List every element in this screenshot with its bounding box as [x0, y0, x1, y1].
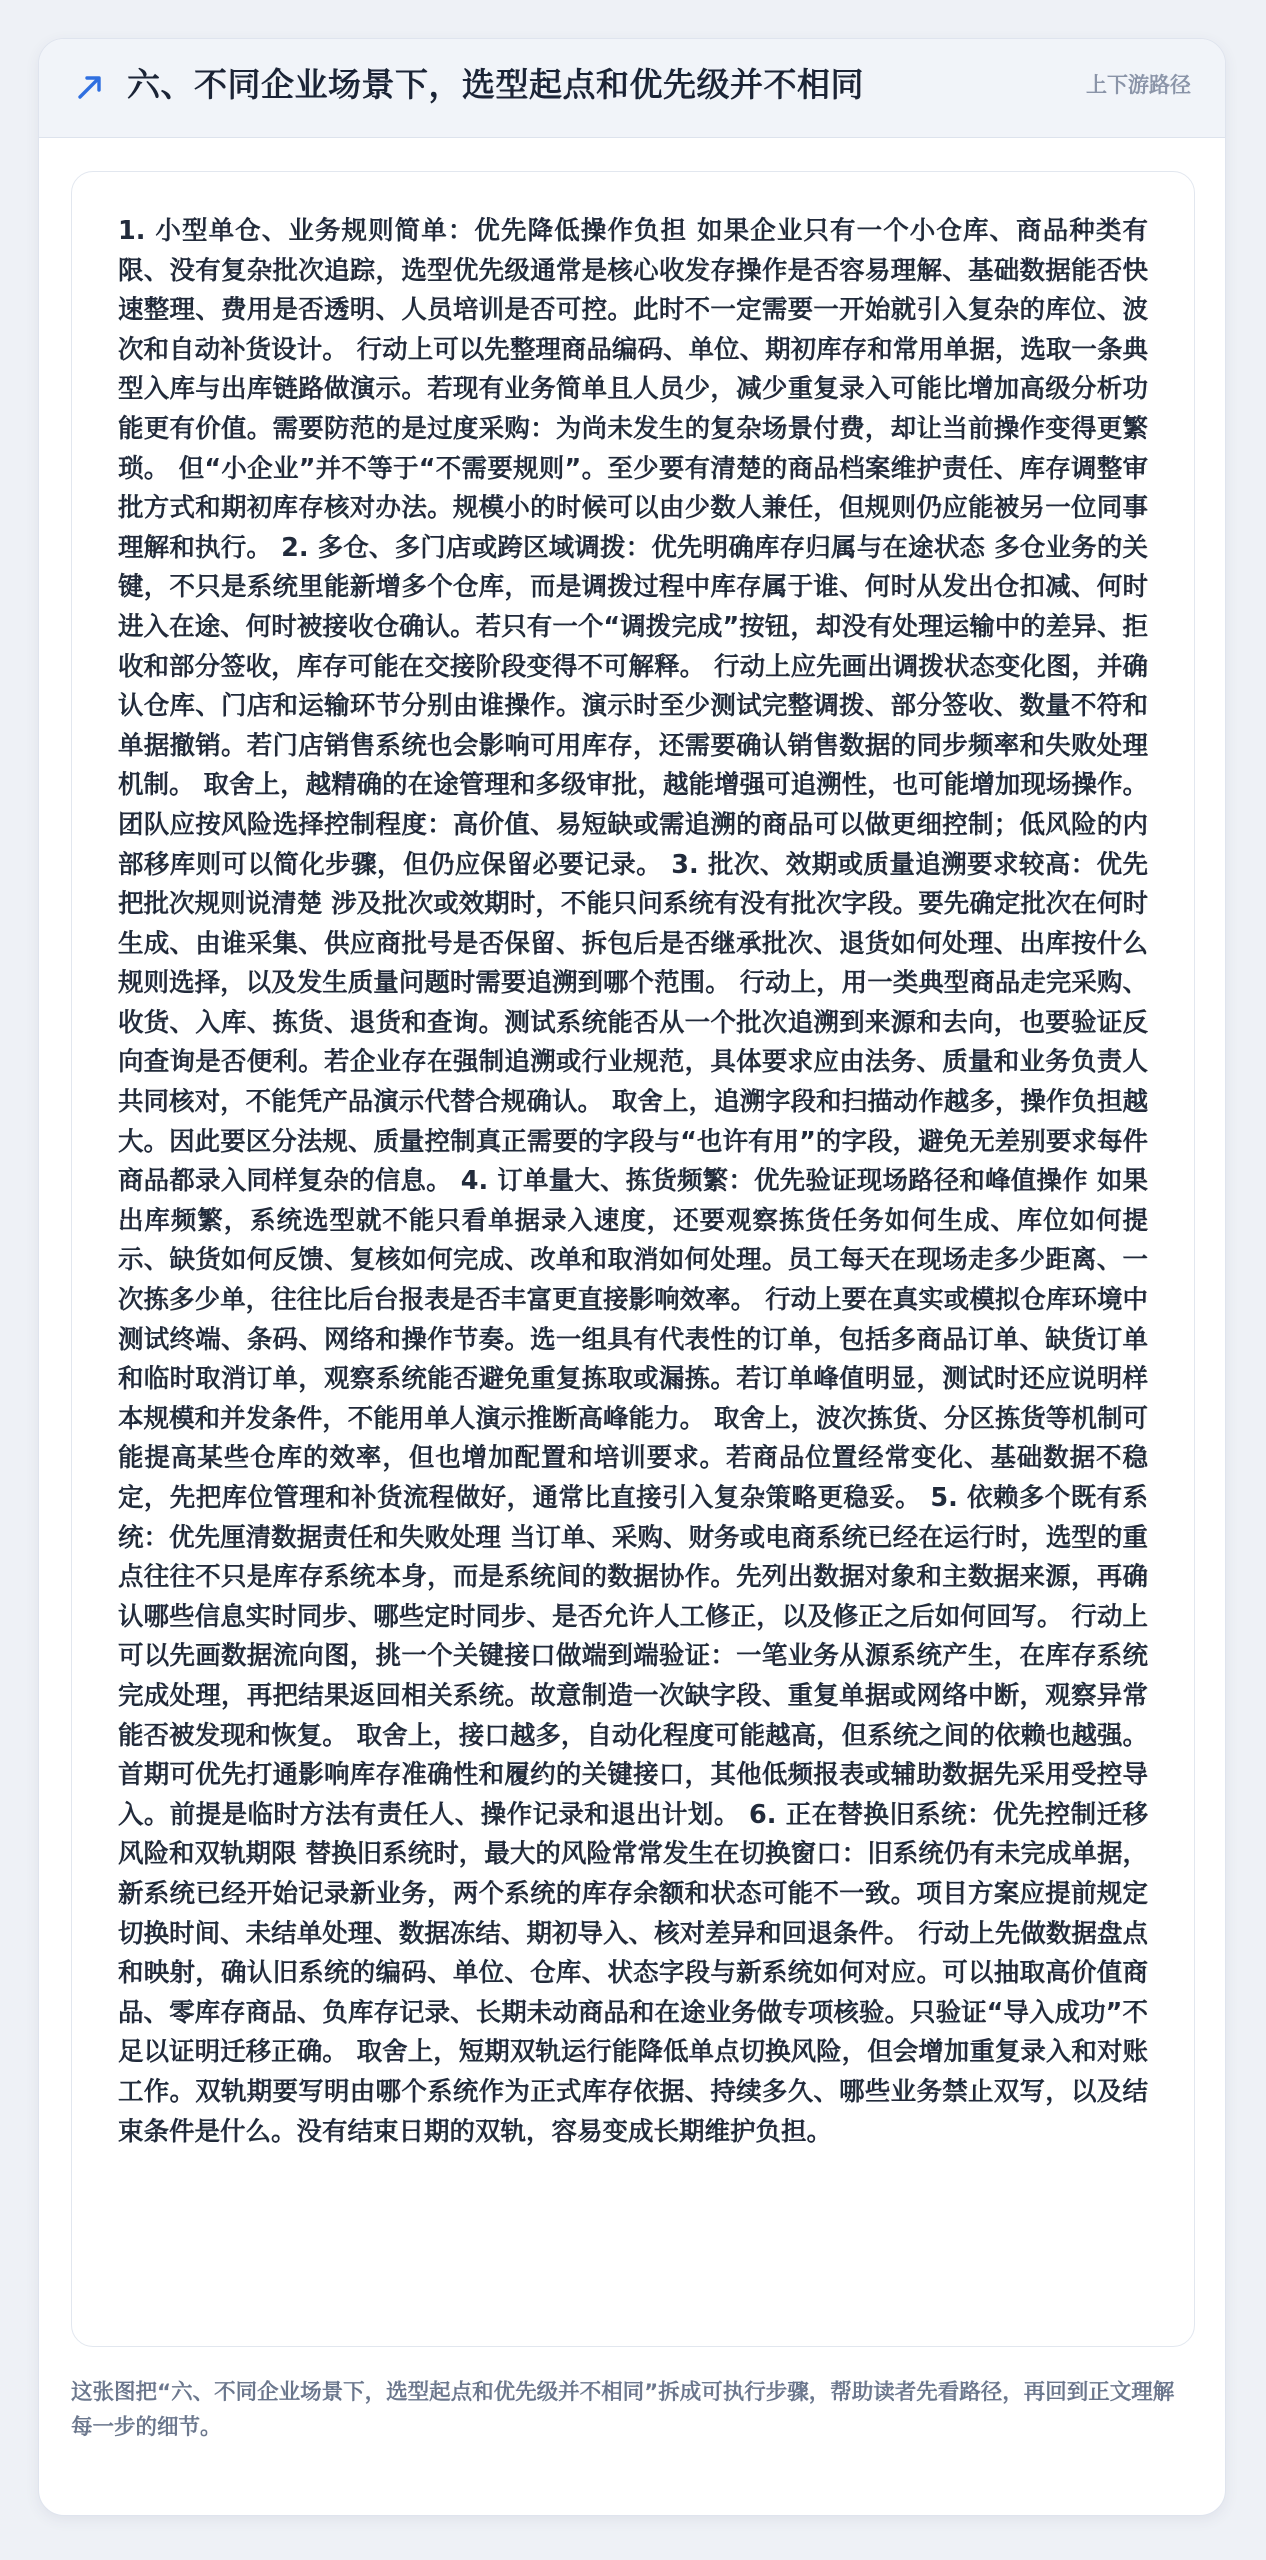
- trend-arrow-icon: [73, 69, 107, 103]
- body-text: 1. 小型单仓、业务规则简单：优先降低操作负担 如果企业只有一个小仓库、商品种类有限、没有复杂批次追踪，选型优先级通常是核心收发存操作是否容易理解、基础数据能否快速整理、费用是否透明、人员培训是否可控。此时不一定需要一开始就引入复杂的库位、波次和自动补货设计。 行动上可以先整理商品编码、单位、期初库存和常用单据，选取一条典型入库与出库链路做演示。若现有业务简单且人员少，减少重复录入可能比增加高级分析功能更有价值。需要防范的是过度采购：为尚未发生的复杂场景付费，却让当前操作变得更繁琐。 但“小企业”并不等于“不需要规则”。至少要有清楚的商品档案维护责任、库存调整审批方式和期初库存核对办法。规模小的时候可以由少数人兼任，但规则仍应能被另一位同事理解和执行。 2. 多仓、多门店或跨区域调拨：优先明确库存归属与在途状态 多仓业务的关键，不只是系统里能新增多个仓库，而是调拨过程中库存属于谁、何时从发出仓扣减、何时进入在途、何时被接收仓确认。若只有一个“调拨完成”按钮，却没有处理运输中的差异、拒收和部分签收，库存可能在交接阶段变得不可解释。 行动上应先画出调拨状态变化图，并确认仓库、门店和运输环节分别由谁操作。演示时至少测试完整调拨、部分签收、数量不符和单据撤销。若门店销售系统也会影响可用库存，还需要确认销售数据的同步频率和失败处理机制。 取舍上，越精确的在途管理和多级审批，越能增强可追溯性，也可能增加现场操作。团队应按风险选择控制程度：高价值、易短缺或需追溯的商品可以做更细控制；低风险的内部移库则可以简化步骤，但仍应保留必要记录。 3. 批次、效期或质量追溯要求较高：优先把批次规则说清楚 涉及批次或效期时，不能只问系统有没有批次字段。要先确定批次在何时生成、由谁采集、供应商批号是否保留、拆包后是否继承批次、退货如何处理、出库按什么规则选择，以及发生质量问题时需要追溯到哪个范围。 行动上，用一类典型商品走完采购、收货、入库、拣货、退货和查询。测试系统能否从一个批次追溯到来源和去向，也要验证反向查询是否便利。若企业存在强制追溯或行业规范，具体要求应由法务、质量和业务负责人共同核对，不能凭产品演示代替合规确认。 取舍上，追溯字段和扫描动作越多，操作负担越大。因此要区分法规、质量控制真正需要的字段与“也许有用”的字段，避免无差别要求每件商品都录入同样复杂的信息。 4. 订单量大、拣货频繁：优先验证现场路径和峰值操作 如果出库频繁，系统选型就不能只看单据录入速度，还要观察拣货任务如何生成、库位如何提示、缺货如何反馈、复核如何完成、改单和取消如何处理。员工每天在现场走多少距离、一次拣多少单，往往比后台报表是否丰富更直接影响效率。 行动上要在真实或模拟仓库环境中测试终端、条码、网络和操作节奏。选一组具有代表性的订单，包括多商品订单、缺货订单和临时取消订单，观察系统能否避免重复拣取或漏拣。若订单峰值明显，测试时还应说明样本规模和并发条件，不能用单人演示推断高峰能力。 取舍上，波次拣货、分区拣货等机制可能提高某些仓库的效率，但也增加配置和培训要求。若商品位置经常变化、基础数据不稳定，先把库位管理和补货流程做好，通常比直接引入复杂策略更稳妥。 5. 依赖多个既有系统：优先厘清数据责任和失败处理 当订单、采购、财务或电商系统已经在运行时，选型的重点往往不只是库存系统本身，而是系统间的数据协作。先列出数据对象和主数据来源，再确认哪些信息实时同步、哪些定时同步、是否允许人工修正，以及修正之后如何回写。 行动上可以先画数据流向图，挑一个关键接口做端到端验证：一笔业务从源系统产生，在库存系统完成处理，再把结果返回相关系统。故意制造一次缺字段、重复单据或网络中断，观察异常能否被发现和恢复。 取舍上，接口越多，自动化程度可能越高，但系统之间的依赖也越强。首期可优先打通影响库存准确性和履约的关键接口，其他低频报表或辅助数据先采用受控导入。前提是临时方法有责任人、操作记录和退出计划。 6. 正在替换旧系统：优先控制迁移风险和双轨期限 替换旧系统时，最大的风险常常发生在切换窗口：旧系统仍有未完成单据，新系统已经开始记录新业务，两个系统的库存余额和状态可能不一致。项目方案应提前规定切换时间、未结单处理、数据冻结、期初导入、核对差异和回退条件。 行动上先做数据盘点和映射，确认旧系统的编码、单位、仓库、状态字段与新系统如何对应。可以抽取高价值商品、零库存商品、负库存记录、长期未动商品和在途业务做专项核验。只验证“导入成功”不足以证明迁移正确。 取舍上，短期双轨运行能降低单点切换风险，但会增加重复录入和对账工作。双轨期要写明由哪个系统作为正式库存依据、持续多久、哪些业务禁止双写，以及结束条件是什么。没有结束日期的双轨，容易变成长期维护负担。: [118, 216, 1148, 2147]
- content-card: [38, 38, 1226, 2516]
- card-header: [39, 39, 1225, 138]
- figure-caption: 这张图把“六、不同企业场景下，选型起点和优先级并不相同”拆成可执行步骤，帮助读者先看路径，再回到正文理解每一步的细节。: [71, 2380, 1175, 2440]
- body-panel: [71, 171, 1195, 2347]
- section-tag: 上下游路径: [1086, 73, 1191, 97]
- page-title: 六、不同企业场景下，选型起点和优先级并不相同: [127, 65, 864, 104]
